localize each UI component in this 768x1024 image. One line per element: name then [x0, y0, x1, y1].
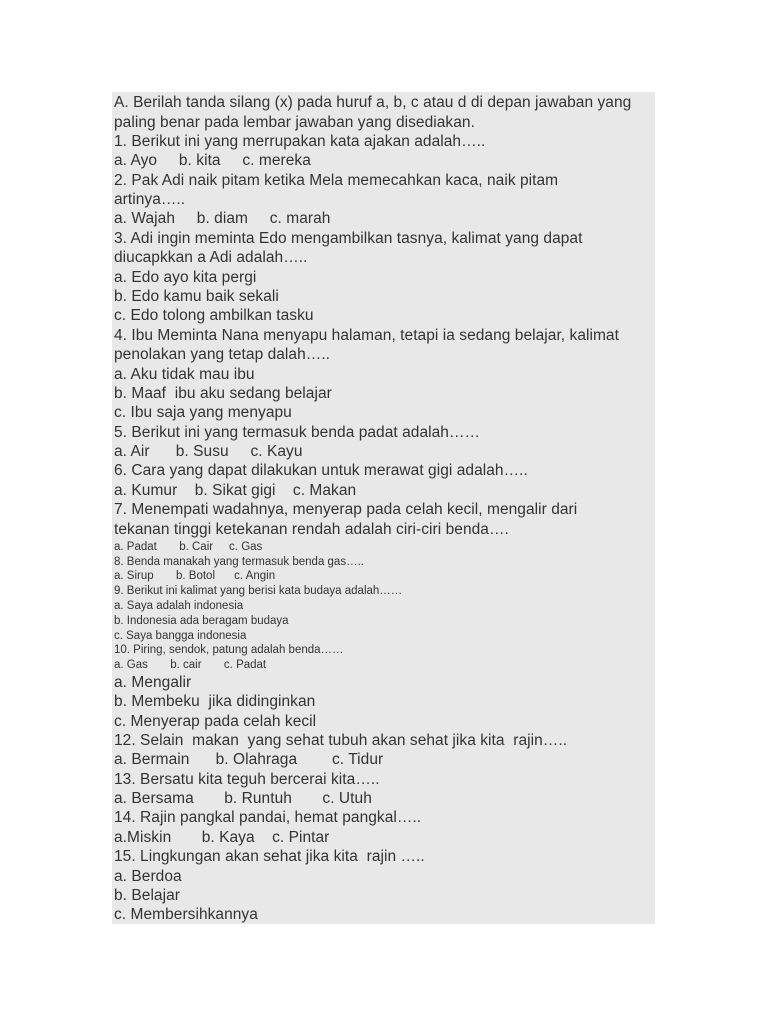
answer-line: b. Indonesia ada beragam budaya — [114, 615, 289, 627]
question-line: 5. Berikut ini yang termasuk benda padat adalah…… — [114, 424, 481, 441]
answer-line: a. Wajah b. diam c. marah — [114, 210, 331, 227]
worksheet — [112, 92, 655, 924]
answer-line: c. Edo tolong ambilkan tasku — [114, 307, 314, 324]
question-line: 9. Berikut ini kalimat yang berisi kata budaya adalah…… — [114, 585, 403, 597]
answer-line: b. Membeku jika didinginkan — [114, 693, 316, 710]
question-line: 8. Benda manakah yang termasuk benda gas….. — [114, 556, 364, 568]
answer-line: a. Mengalir — [114, 674, 192, 691]
question-line: 12. Selain makan yang sehat tubuh akan sehat jika kita rajin….. — [114, 732, 568, 749]
answer-line: a. Saya adalah indonesia — [114, 600, 244, 612]
answer-line: a. Bermain b. Olahraga c. Tidur — [114, 751, 384, 768]
question-line: 3. Adi ingin meminta Edo mengambilkan tasnya, kalimat yang dapat — [114, 230, 583, 247]
answer-line: a. Ayo b. kita c. mereka — [114, 152, 311, 169]
question-line: 10. Piring, sendok, patung adalah benda…… — [114, 644, 344, 656]
question-line: 13. Bersatu kita teguh bercerai kita….. — [114, 771, 380, 788]
question-line: 2. Pak Adi naik pitam ketika Mela memecahkan kaca, naik pitam — [114, 172, 559, 189]
answer-line: a. Kumur b. Sikat gigi c. Makan — [114, 482, 357, 499]
answer-line: a. Padat b. Cair c. Gas — [114, 541, 263, 553]
question-line: 7. Menempati wadahnya, menyerap pada celah kecil, mengalir dari — [114, 501, 578, 518]
instruction-line: A. Berilah tanda silang (x) pada huruf a, b, c atau d di depan jawaban yang — [114, 94, 632, 111]
answer-line: a. Berdoa — [114, 868, 182, 885]
answer-line: a. Gas b. cair c. Padat — [114, 659, 267, 671]
question-line: diucapkkan a Adi adalah….. — [114, 249, 308, 266]
answer-line: a. Air b. Susu c. Kayu — [114, 443, 303, 460]
question-line: 6. Cara yang dapat dilakukan untuk merawat gigi adalah….. — [114, 462, 528, 479]
answer-line: b. Belajar — [114, 887, 180, 904]
answer-line: c. Saya bangga indonesia — [114, 630, 247, 642]
answer-line: a. Aku tidak mau ibu — [114, 366, 255, 383]
answer-line: c. Membersihkannya — [114, 906, 258, 923]
answer-line: a.Miskin b. Kaya c. Pintar — [114, 829, 330, 846]
question-line: penolakan yang tetap dalah….. — [114, 346, 331, 363]
question-line: 14. Rajin pangkal pandai, hemat pangkal….. — [114, 809, 422, 826]
answer-line: b. Maaf ibu aku sedang belajar — [114, 385, 332, 402]
question-line: 4. Ibu Meminta Nana menyapu halaman, tetapi ia sedang belajar, kalimat — [114, 327, 619, 344]
instruction-line: paling benar pada lembar jawaban yang disediakan. — [114, 114, 475, 131]
question-line: 15. Lingkungan akan sehat jika kita rajin ….. — [114, 848, 425, 865]
question-line: 1. Berikut ini yang merrupakan kata ajakan adalah….. — [114, 133, 486, 150]
answer-line: c. Menyerap pada celah kecil — [114, 713, 317, 730]
answer-line: a. Edo ayo kita pergi — [114, 269, 257, 286]
question-line: artinya….. — [114, 191, 186, 208]
question-line: tekanan tinggi ketekanan rendah adalah ciri-ciri benda…. — [114, 521, 509, 538]
answer-line: a. Bersama b. Runtuh c. Utuh — [114, 790, 372, 807]
answer-line: c. Ibu saja yang menyapu — [114, 404, 292, 421]
answer-line: a. Sirup b. Botol c. Angin — [114, 570, 276, 582]
answer-line: b. Edo kamu baik sekali — [114, 288, 279, 305]
